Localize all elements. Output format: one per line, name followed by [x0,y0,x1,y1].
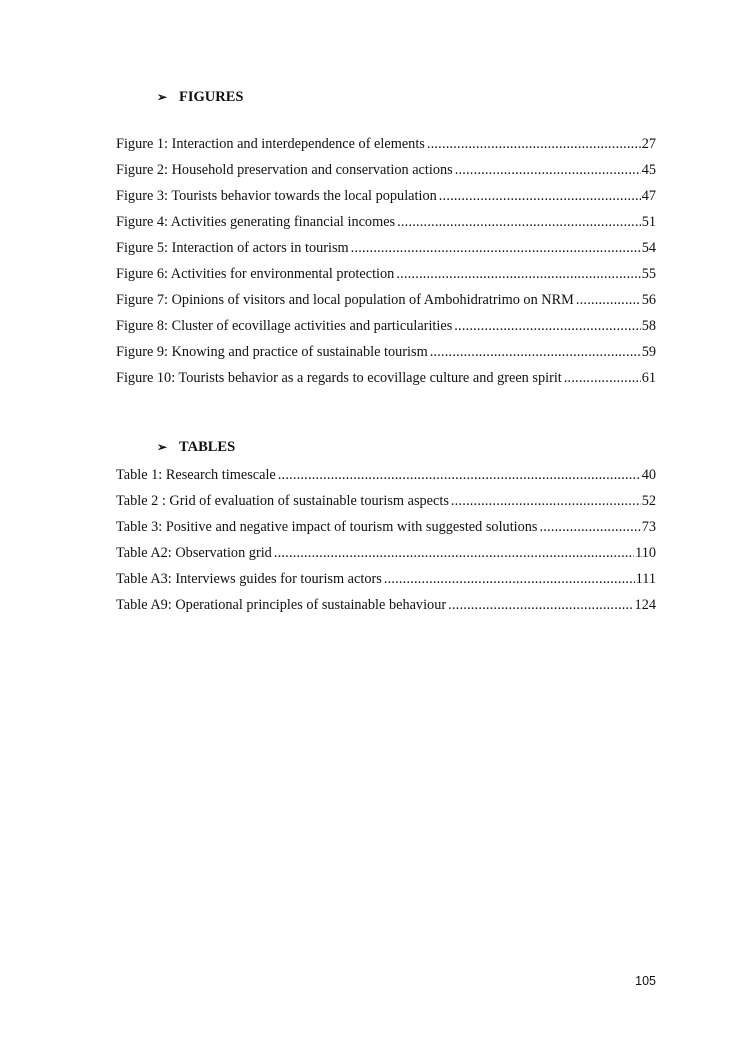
entry-label: Figure 10: Tourists behavior as a regards to ecovillage culture and green spirit [116,370,562,386]
entry-page: 52 [641,493,656,509]
entry-label: Figure 2: Household preservation and conservation actions [116,162,453,178]
entry-page: 124 [634,597,656,613]
entry-label: Figure 5: Interaction of actors in tourism [116,240,349,256]
entry-label: Figure 3: Tourists behavior towards the local population [116,188,437,204]
dot-leader [451,493,641,510]
table-entry[interactable] [116,597,656,623]
entry-label: Figure 6: Activities for environmental protection [116,266,395,282]
entry-page: 111 [635,571,656,587]
entry-page: 110 [635,545,656,561]
dot-leader [540,519,641,536]
entry-page: 58 [641,318,656,334]
table-entry[interactable] [116,519,656,545]
entry-label: Table A9: Operational principles of sustainable behaviour [116,597,447,613]
table-entry[interactable] [116,467,656,493]
figures-list [116,136,656,396]
figure-entry[interactable] [116,188,656,214]
figure-entry[interactable] [116,240,656,266]
entry-label: Figure 4: Activities generating financial incomes [116,214,396,230]
entry-page: 51 [641,214,656,230]
entry-page: 61 [641,370,656,386]
entry-label: Table 3: Positive and negative impact of tourism with suggested solutions [116,519,538,535]
dot-leader [396,266,640,283]
figure-entry[interactable] [116,292,656,318]
arrow-bullet-icon: ➢ [157,89,168,104]
dot-leader [576,292,641,309]
dot-leader [430,344,641,361]
figure-entry[interactable] [116,266,656,292]
figure-entry[interactable] [116,370,656,396]
entry-label: Figure 7: Opinions of visitors and local population of Ambohidratrimo on NRM [116,292,574,308]
dot-leader [274,545,634,562]
entry-page: 55 [641,266,656,282]
entry-page: 47 [641,188,656,204]
tables-heading [157,437,235,457]
entry-page: 56 [641,292,656,308]
entry-page: 54 [641,240,656,256]
dot-leader [454,318,640,335]
figure-entry[interactable] [116,162,656,188]
page-number: 105 [635,974,656,988]
figure-entry[interactable] [116,344,656,370]
entry-label: Table A3: Interviews guides for tourism actors [116,571,382,587]
entry-page: 45 [641,162,656,178]
dot-leader [564,370,641,387]
figures-heading [157,87,243,107]
dot-leader [397,214,641,231]
figure-entry[interactable] [116,318,656,344]
table-entry[interactable] [116,545,656,571]
dot-leader [384,571,635,588]
arrow-bullet-icon: ➢ [157,439,168,454]
dot-leader [278,467,641,484]
table-entry[interactable] [116,571,656,597]
table-entry[interactable] [116,493,656,519]
dot-leader [448,597,633,614]
entry-label: Figure 8: Cluster of ecovillage activities and particularities [116,318,453,334]
entry-label: Figure 1: Interaction and interdependence of elements [116,136,425,152]
dot-leader [351,240,641,257]
entry-label: Table 1: Research timescale [116,467,276,483]
entry-label: Table 2 : Grid of evaluation of sustainable tourism aspects [116,493,449,509]
figures-heading-label: FIGURES [179,88,244,105]
entry-page: 73 [641,519,656,535]
entry-label: Table A2: Observation grid [116,545,272,561]
table-entries-list [116,467,656,623]
entry-page: 40 [641,467,656,483]
dot-leader [455,162,641,179]
figure-entry[interactable] [116,214,656,240]
figure-entry[interactable] [116,136,656,162]
dot-leader [439,188,641,205]
dot-leader [427,136,641,153]
tables-heading-label: TABLES [179,438,236,455]
entry-page: 27 [641,136,656,152]
entry-label: Figure 9: Knowing and practice of sustainable tourism [116,344,428,360]
entry-page: 59 [641,344,656,360]
